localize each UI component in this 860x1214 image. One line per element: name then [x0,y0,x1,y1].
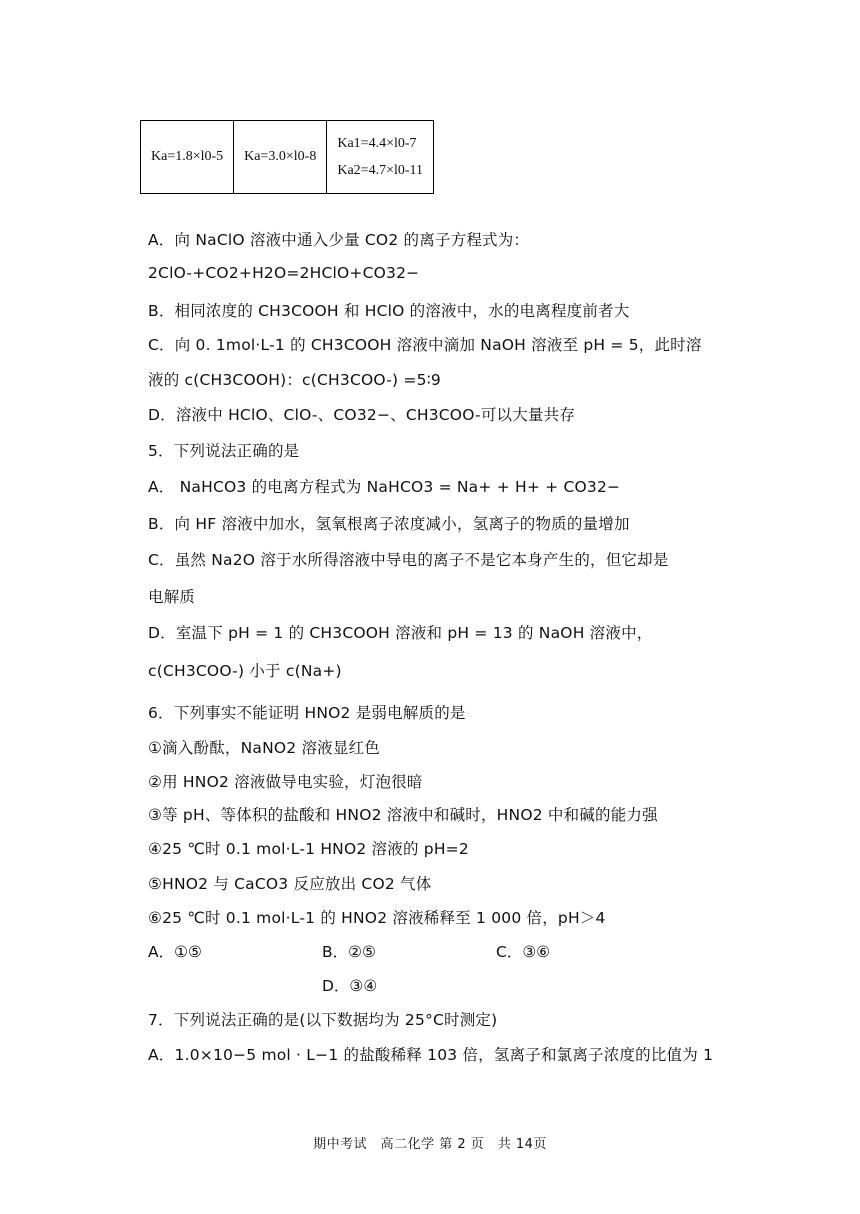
ka-cell-ch3cooh: Ka=1.8×l0-5 [141,121,234,194]
q4-option-a-line1: A．向 NaClO 溶液中通入少量 CO2 的离子方程式为： [148,231,530,249]
q4-option-c-line2: 液的 c(CH3COOH)：c(CH3COO-) =5∶9 [148,371,441,389]
q5-option-a: A． NaHCO3 的电离方程式为 NaHCO3 = Na+ + H+ + CO32− [148,478,621,496]
q6-option-c: C．③⑥ [496,943,551,961]
q6-item-4: ④25 ℃时 0.1 mol·L-1 HNO2 溶液的 pH=2 [148,840,469,858]
ka-constants-table [140,120,434,194]
page-footer: 期中考试 高二化学 第 2 页 共 14页 [313,1137,547,1152]
q6-option-a: A．①⑤ [148,943,202,961]
q5-stem: 5．下列说法正确的是 [148,442,300,460]
q6-item-5: ⑤HNO2 与 CaCO3 反应放出 CO2 气体 [148,875,432,893]
q6-option-d: D．③④ [322,977,378,995]
q4-option-d: D．溶液中 HClO、ClO-、CO32−、CH3COO-可以大量共存 [148,406,576,424]
q6-item-6: ⑥25 ℃时 0.1 mol·L-1 的 HNO2 溶液稀释至 1 000 倍，pH＞4 [148,909,606,927]
q6-stem: 6．下列事实不能证明 HNO2 是弱电解质的是 [148,704,466,722]
q6-item-3: ③等 pH、等体积的盐酸和 HNO2 溶液中和碱时，HNO2 中和碱的能力强 [148,806,658,824]
q6-option-b: B．②⑤ [322,943,376,961]
ka1-value: Ka1=4.4×l0-7 [337,136,417,151]
ka-cell-h2co3 [327,121,434,194]
q4-option-a-equation: 2ClO-+CO2+H2O=2HClO+CO32− [148,264,420,282]
q6-item-2: ②用 HNO2 溶液做导电实验，灯泡很暗 [148,773,423,791]
q5-option-d-line1: D．室温下 pH = 1 的 CH3COOH 溶液和 pH = 13 的 NaOH 溶液中， [148,624,653,642]
q5-option-d-line2: c(CH3COO-) 小于 c(Na+) [148,662,342,680]
q4-option-c-line1: C．向 0. 1mol·L-1 的 CH3COOH 溶液中滴加 NaOH 溶液至 pH = 5，此时溶 [148,336,702,354]
q7-option-a: A．1.0×10−5 mol · L−1 的盐酸稀释 103 倍，氢离子和氯离子浓度的比值为 1 [148,1046,714,1064]
ka2-value: Ka2=4.7×l0-11 [337,163,423,178]
q4-option-b: B．相同浓度的 CH3COOH 和 HClO 的溶液中，水的电离程度前者大 [148,302,630,320]
q5-option-b: B．向 HF 溶液中加水，氢氧根离子浓度减小，氢离子的物质的量增加 [148,515,630,533]
q5-option-c-line1: C．虽然 Na2O 溶于水所得溶液中导电的离子不是它本身产生的，但它却是 [148,551,669,569]
q5-option-c-line2: 电解质 [148,588,196,606]
q7-stem: 7．下列说法正确的是(以下数据均为 25°C时测定) [148,1011,498,1029]
ka-cell-hclo: Ka=3.0×l0-8 [234,121,327,194]
q6-item-1: ①滴入酚酞，NaNO2 溶液显红色 [148,739,380,757]
table-row [141,121,434,194]
